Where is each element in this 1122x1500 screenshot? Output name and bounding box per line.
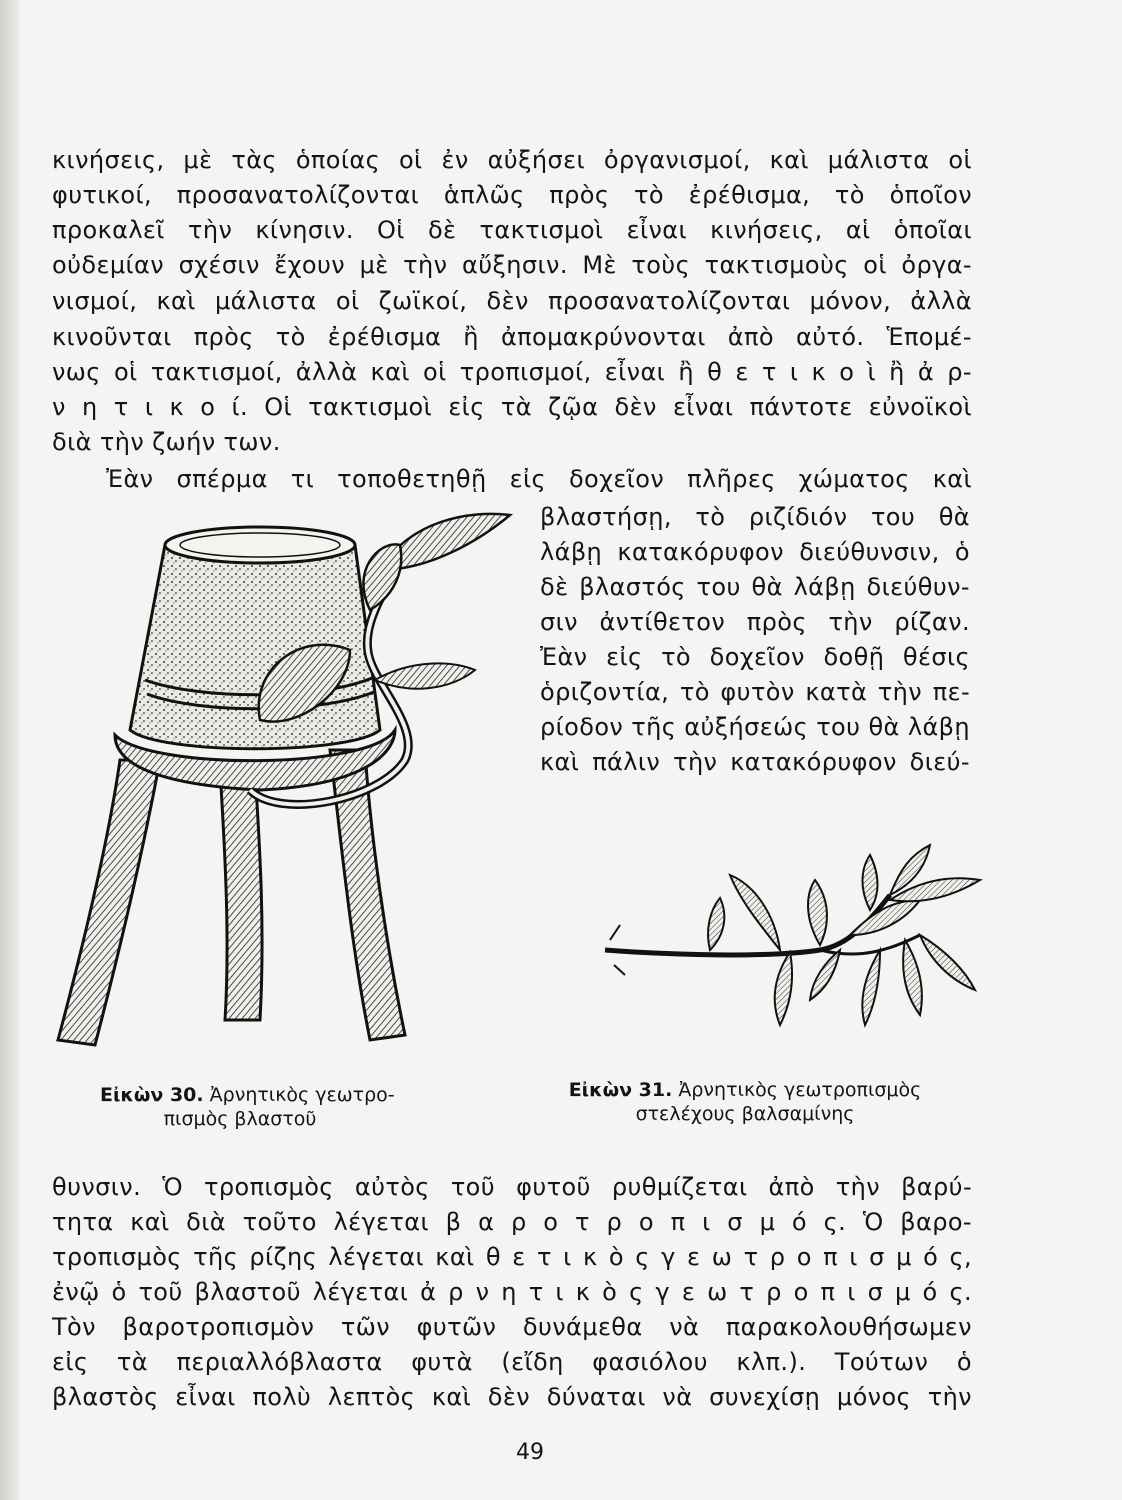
text-line: σιν ἀντίθετον πρὸς τὴν ρίζαν. [540, 608, 970, 636]
caption-line: στελέχους βαλσαμίνης [635, 1103, 855, 1125]
text-line: ν η τ ι κ ο ί. Οἱ τακτισμοὶ εἰς τὰ ζῷα δὲν εἶναι πάντοτε εὐνοϊκοὶ [52, 393, 972, 421]
text-line: βλαστήσῃ, τὸ ριζίδιόν του θὰ [540, 503, 970, 531]
page-number: 49 [516, 1440, 544, 1465]
figure-31-caption [560, 1078, 930, 1126]
text-line: κινήσεις, μὲ τὰς ὁποίας οἱ ἐν αὐξήσει ὀργανισμοί, καὶ μάλιστα οἱ [52, 146, 972, 174]
text-line: δὲ βλαστός του θὰ λάβῃ διεύθυν- [540, 573, 970, 601]
text-line: ὁριζοντία, τὸ φυτὸν κατὰ τὴν πε- [540, 678, 970, 706]
text-line: νισμοί, καὶ μάλιστα οἱ ζωϊκοί, δὲν προσανατολίζονται μόνον, ἀλλὰ [52, 287, 972, 315]
text-line: θυνσιν. Ὁ τροπισμὸς αὐτὸς τοῦ φυτοῦ ρυθμίζεται ἀπὸ τὴν βαρύ- [52, 1173, 972, 1201]
text-line: τροπισμὸς τῆς ρίζης λέγεται καὶ θ ε τ ι κ ὸ ς γ ε ω τ ρ ο π ι σ μ ό ς, [52, 1243, 972, 1271]
figure-label: Εἰκὼν 30. [100, 1084, 204, 1106]
text-line: φυτικοί, προσανατολίζονται ἁπλῶς πρὸς τὸ ἐρέθισμα, τὸ ὁποῖον [52, 181, 972, 209]
text-line: καὶ πάλιν τὴν κατακόρυφον διεύ- [540, 748, 970, 776]
text-line: κινοῦνται πρὸς τὸ ἐρέθισμα ἢ ἀπομακρύνονται ἀπὸ αὐτό. Ἑπομέ- [52, 323, 972, 351]
caption-line: πισμὸς βλαστοῦ [163, 1108, 317, 1130]
text-line: βλαστὸς εἶναι πολὺ λεπτὸς καὶ δὲν δύναται νὰ συνεχίσῃ μόνος τὴν [52, 1383, 972, 1411]
text-line: Τὸν βαροτροπισμὸν τῶν φυτῶν δυνάμεθα νὰ παρακολουθήσωμεν [52, 1313, 972, 1341]
text-line: νως οἱ τακτισμοί, ἀλλὰ καὶ οἱ τροπισμοί, εἶναι ἢ θ ε τ ι κ ο ὶ ἢ ἀ ρ- [52, 358, 972, 386]
text-line: διὰ τὴν ζωήν των. [52, 428, 281, 456]
text-line: ἐνῷ ὁ τοῦ βλαστοῦ λέγεται ἀ ρ ν η τ ι κ ὸ ς γ ε ω τ ρ ο π ι σ μ ό ς. [52, 1278, 972, 1306]
text-line: τητα καὶ διὰ τοῦτο λέγεται β α ρ ο τ ρ ο π ι σ μ ό ς. Ὁ βαρο- [52, 1208, 972, 1236]
text-line: Ἐὰν εἰς τὸ δοχεῖον δοθῇ θέσις [540, 643, 970, 671]
text-line: προκαλεῖ τὴν κίνησιν. Οἱ δὲ τακτισμοὶ εἶναι κινήσεις, αἱ ὁποῖαι [52, 216, 972, 244]
text-line: ρίοδον τῆς αὐξήσεώς του θὰ λάβῃ [540, 713, 970, 741]
figure-30-caption [100, 1083, 395, 1131]
caption-line [100, 1083, 395, 1107]
figure-label: Εἰκὼν 31. [568, 1079, 673, 1101]
page-edge-shadow [0, 0, 20, 1500]
text-line: λάβῃ κατακόρυφον διεύθυνσιν, ὁ [540, 538, 970, 566]
caption-text: Ἀρνητικὸς γεωτροπισμὸς [678, 1079, 922, 1101]
figure-31-balsam-stem-illustration [590, 840, 990, 1040]
figure-30-inverted-pot-illustration [50, 500, 520, 1060]
text-line: οὐδεμίαν σχέσιν ἔχουν μὲ τὴν αὔξησιν. Μὲ τοὺς τακτισμοὺς οἱ ὀργα- [52, 251, 972, 279]
text-line: εἰς τὰ περιαλλόβλαστα φυτὰ (εἴδη φασιόλου κλπ.). Τούτων ὁ [52, 1348, 972, 1376]
caption-line [560, 1078, 930, 1102]
caption-text: Ἀρνητικὸς γεωτρο- [209, 1084, 395, 1106]
paragraph-2-first-line: Ἐὰν σπέρμα τι τοποθετηθῇ εἰς δοχεῖον πλῆρες χώματος καὶ [106, 465, 972, 493]
